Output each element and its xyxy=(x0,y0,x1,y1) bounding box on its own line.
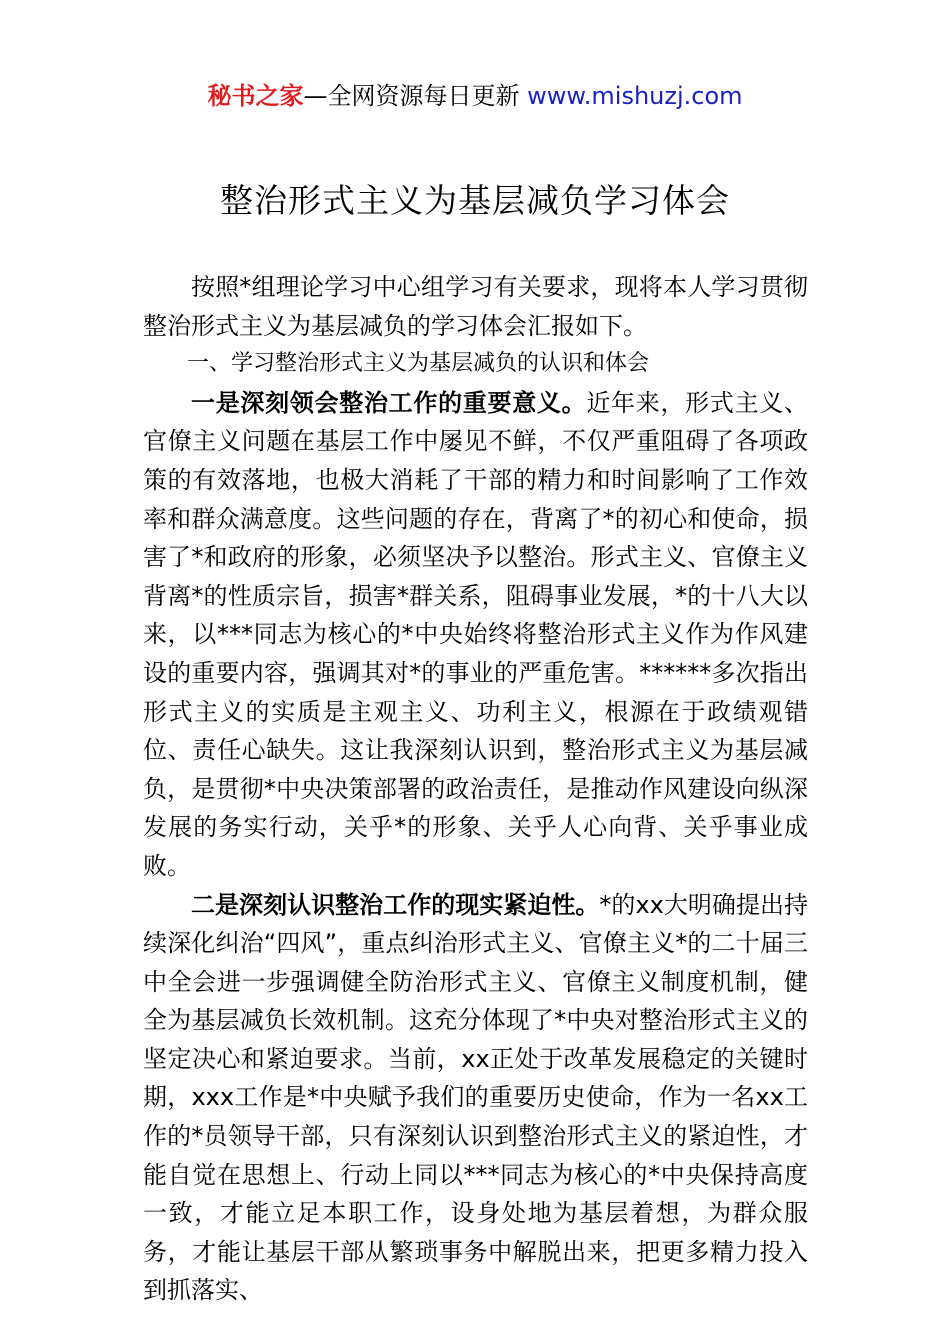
document-body xyxy=(143,268,808,1310)
point-two-text: *的xx大明确提出持续深化纠治“四风”，重点纠治形式主义、官僚主义*的二十届三中全会进一步强调健全防治形式主义、官僚主义制度机制，健全为基层减负长效机制。这充分体现了*中央对整治形式主义的坚定决心和紧迫要求。当前，xx正处于改革发展稳定的关键时期，xxx工作是*中央赋予我们的重要历史使命，作为一名xx工作的*员领导干部，只有深刻认识到整治形式主义的紧迫性，才能自觉在思想上、行动上同以***同志为核心的*中央保持高度一致，才能立足本职工作，设身处地为基层着想，为群众服务，才能让基层干部从繁琐事务中解脱出来，把更多精力投入到抓落实、 xyxy=(143,890,809,1305)
site-header xyxy=(0,78,950,114)
site-url-link[interactable]: www.mishuzj.com xyxy=(527,82,743,110)
intro-paragraph: 按照*组理论学习中心组学习有关要求，现将本人学习贯彻整治形式主义为基层减负的学习体会汇报如下。 xyxy=(143,273,808,340)
document-title: 整治形式主义为基层减负学习体会 xyxy=(220,181,730,220)
point-two-paragraph xyxy=(143,886,808,1311)
site-slogan: —全网资源每日更新 xyxy=(303,82,528,110)
point-two-lead: 二是深刻认识整治工作的现实紧迫性。 xyxy=(191,890,600,919)
site-brand: 秘书之家 xyxy=(207,82,304,110)
section-heading: 一、学习整治形式主义为基层减负的认识和体会 xyxy=(187,351,650,377)
point-one-text: 近年来，形式主义、官僚主义问题在基层工作中屡见不鲜，不仅严重阻碍了各项政策的有效落地，也极大消耗了干部的精力和时间影响了工作效率和群众满意度。这些问题的存在，背离了*的初心和使命，损害了*和政府的形象，必须坚决予以整治。形式主义、官僚主义背离*的性质宗旨，损害*群关系，阻碍事业发展，*的十八大以来，以***同志为核心的*中央始终将整治形式主义作为作风建设的重要内容，强调其对*的事业的严重危害。******多次指出形式主义的实质是主观主义、功利主义，根源在于政绩观错位、责任心缺失。这让我深刻认识到，整治形式主义为基层减负，是贯彻*中央决策部署的政治责任，是推动作风建设向纵深发展的务实行动，关乎*的形象、关乎人心向背、关乎事业成败。 xyxy=(143,388,809,880)
point-one-lead: 一是深刻领会整治工作的重要意义。 xyxy=(191,388,587,417)
point-one-paragraph xyxy=(143,384,808,886)
